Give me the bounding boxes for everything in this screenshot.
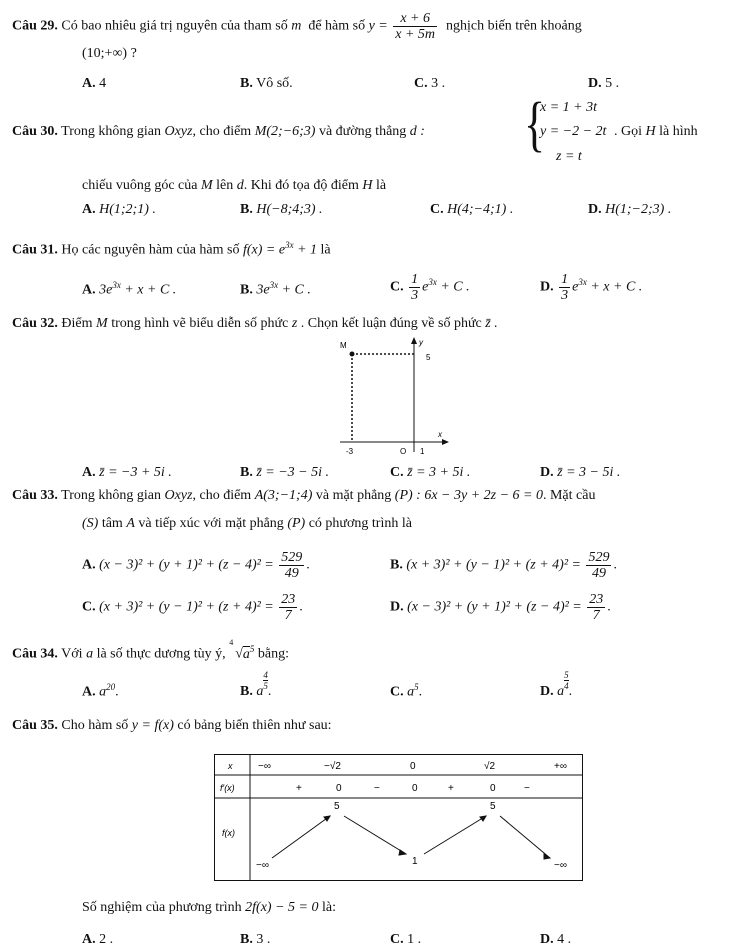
question-label: Câu 30. — [12, 124, 58, 139]
option-c[interactable]: C. $a^5$. — [390, 682, 423, 700]
x-value: −√2 — [324, 761, 341, 772]
system-line: x = 1 + 3t — [540, 100, 597, 115]
option-a[interactable]: A. 2 . — [82, 932, 114, 947]
point-label: M — [340, 341, 347, 350]
option-a[interactable]: A. H(1;2;1) . — [82, 202, 156, 217]
row-f-label: f(x) — [222, 828, 235, 838]
x-value: √2 — [484, 761, 496, 772]
variation-table — [214, 754, 584, 882]
root-expression: 4 $√a^5$ — [229, 638, 255, 662]
x-value: −∞ — [258, 761, 271, 772]
row-derivative-label: f′(x) — [220, 783, 235, 793]
option-c[interactable]: C. 1 . — [390, 932, 422, 947]
option-d[interactable]: D. (x − 3)² + (y + 1)² + (z − 4)² = $\frac{23}{7}$ . — [390, 592, 611, 623]
brace-icon: { — [524, 89, 546, 159]
question-text: nghịch biến trên khoảng — [446, 18, 582, 34]
line-name: d : — [409, 124, 425, 139]
system-line: z = t — [556, 149, 582, 164]
derivative-sign: 0 — [336, 783, 342, 794]
option-c[interactable]: C. z̄ = 3 + 5i . — [390, 465, 471, 480]
option-d[interactable]: D. a $\frac{5}{4}$ . — [540, 670, 573, 699]
option-a[interactable]: A. $a^{20}$. — [82, 682, 119, 700]
option-b[interactable]: B. a $\frac{4}{5}$ . — [240, 670, 272, 699]
point-m: M(2;−6;3) — [254, 124, 316, 139]
y-tick: 5 — [426, 353, 431, 362]
option-d[interactable]: D. z̄ = 3 − 5i . — [540, 465, 621, 480]
f-value: −∞ — [554, 860, 567, 871]
question-label: Câu 31. — [12, 242, 58, 258]
row-x-label: x — [228, 761, 233, 771]
space-name: Oxyz — [164, 124, 193, 139]
f-value: 5 — [490, 801, 496, 812]
question-text: Có bao nhiêu giá trị nguyên của tham số — [61, 18, 288, 34]
fraction: $\frac{x + 6}{x + 5m}$ — [395, 11, 436, 42]
option-b[interactable]: B. Vô số. — [240, 76, 293, 91]
point-m — [350, 352, 355, 357]
option-a[interactable]: A. 4 — [82, 76, 107, 91]
interval: (10;+∞) ? — [82, 46, 137, 61]
option-a[interactable]: A. $3e^{3x} + x + C$ . — [82, 280, 177, 298]
derivative-sign: + — [448, 783, 454, 794]
option-b[interactable]: B. 3 . — [240, 932, 271, 947]
y-axis-label: y — [419, 338, 423, 347]
x-axis-label: x — [438, 430, 442, 439]
question-label: Câu 32. — [12, 316, 58, 331]
option-b[interactable]: B. $3e^{3x} + C$ . — [240, 280, 311, 298]
question-text-line2: chiếu vuông góc của M lên d. Khi đó tọa độ điểm H là — [82, 178, 387, 193]
x-value: 0 — [410, 761, 416, 772]
derivative-sign: 0 — [412, 783, 418, 794]
question-label: Câu 35. — [12, 718, 58, 733]
question-text: Trong không gian — [61, 124, 161, 139]
option-c[interactable]: C. H(4;−4;1) . — [430, 202, 514, 217]
derivative-sign: − — [524, 783, 530, 794]
option-c[interactable]: C. (x + 3)² + (y − 1)² + (z + 4)² = $\frac{23}{7}$ . — [82, 592, 303, 623]
origin-label: O — [400, 447, 407, 456]
option-a[interactable]: A. (x − 3)² + (y + 1)² + (z − 4)² = $\frac{529}{49}$ . — [82, 550, 310, 581]
function-lhs: y = — [368, 18, 388, 34]
f-value: −∞ — [256, 860, 269, 871]
option-d[interactable]: D. 4 . — [540, 932, 572, 947]
param-m: m — [291, 18, 302, 34]
option-d[interactable]: D. 5 . — [588, 76, 620, 91]
x-tick: 1 — [420, 447, 425, 456]
option-a[interactable]: A. z̄ = −3 + 5i . — [82, 465, 172, 480]
derivative-sign: 0 — [490, 783, 496, 794]
question-label: Câu 34. — [12, 646, 58, 662]
system-line: y = −2 − 2t — [540, 124, 607, 139]
x-value: +∞ — [554, 761, 567, 772]
question-text: để hàm số — [308, 18, 366, 34]
option-c[interactable]: C. 3 . — [414, 76, 446, 91]
option-c[interactable]: C. $\frac{1}{3}$ $e^{3x} + C$ . — [390, 272, 470, 303]
option-d[interactable]: D. H(1;−2;3) . — [588, 202, 672, 217]
option-b[interactable]: B. H(−8;4;3) . — [240, 202, 323, 217]
question-label: Câu 29. — [12, 18, 58, 34]
f-value: 1 — [412, 856, 418, 867]
question-text: và đường thẳng — [318, 124, 407, 139]
f-value: 5 — [334, 801, 340, 812]
derivative-sign: − — [374, 783, 380, 794]
x-neg-tick: -3 — [346, 447, 354, 456]
option-b[interactable]: B. (x + 3)² + (y − 1)² + (z + 4)² = $\frac{529}{49}$ . — [390, 550, 617, 581]
complex-plane-figure — [330, 336, 450, 460]
derivative-sign: + — [296, 783, 302, 794]
question-label: Câu 33. — [12, 488, 58, 503]
option-d[interactable]: D. $\frac{1}{3}$ $e^{3x} + x + C$ . — [540, 272, 643, 303]
option-b[interactable]: B. z̄ = −3 − 5i . — [240, 465, 330, 480]
